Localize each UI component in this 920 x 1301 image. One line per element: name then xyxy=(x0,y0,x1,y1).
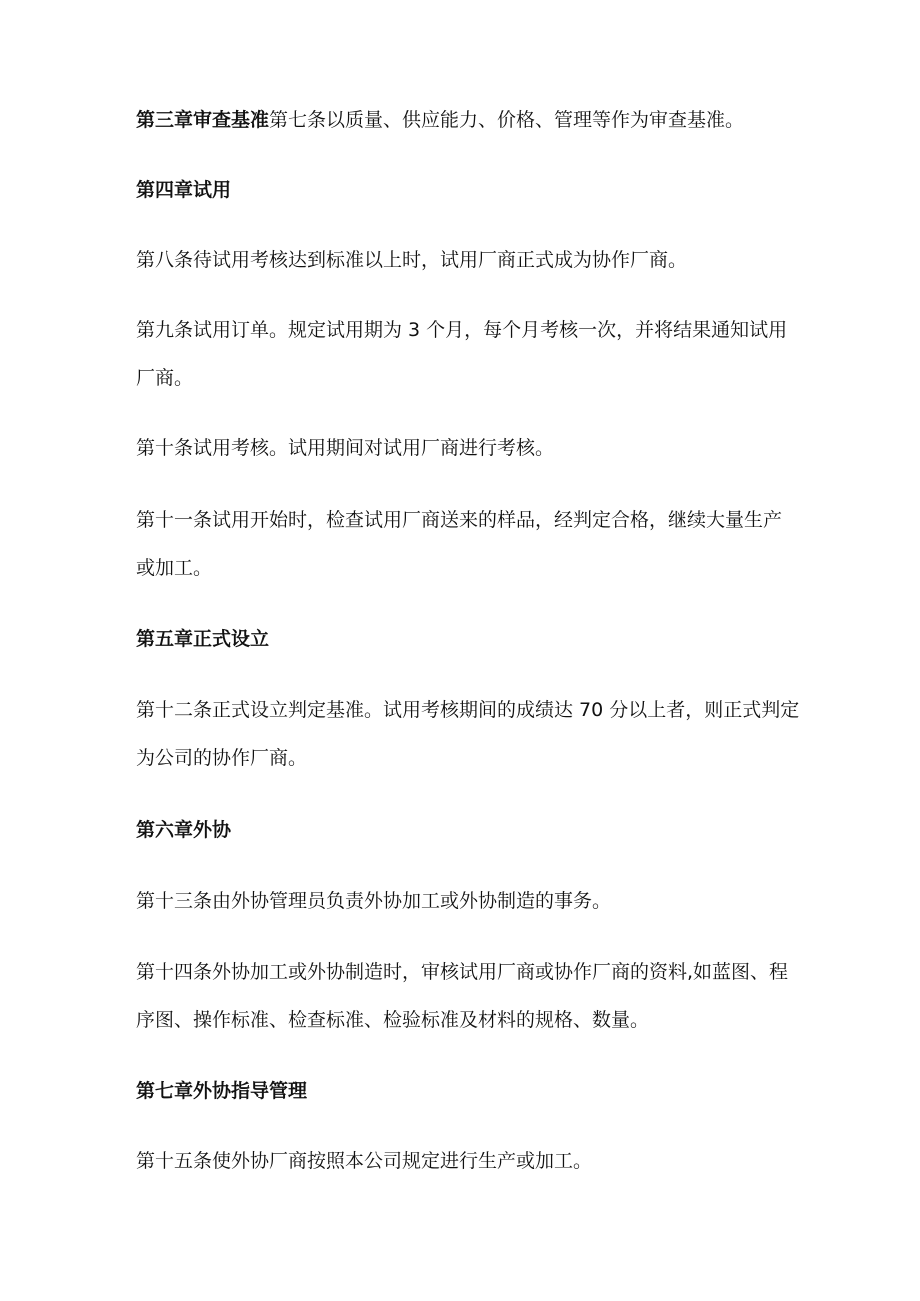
article-15-line-1: 第十五条使外协厂商按照本公司规定进行生产或加工。 xyxy=(136,1150,593,1172)
article-14-paragraph xyxy=(136,948,796,1044)
chapter-6-heading-text: 第六章外协 xyxy=(136,819,232,841)
article-11-line-1: 第十一条试用开始时，检查试用厂商送来的样品，经判定合格，继续大量生产 xyxy=(136,509,783,531)
article-14-line-1: 第十四条外协加工或外协制造时，审核试用厂商或协作厂商的资料,如蓝图、程 xyxy=(136,961,789,983)
article-7-text: 第七条以质量、供应能力、价格、管理等作为审查基准。 xyxy=(269,109,745,131)
chapter-3-heading: 第三章审查基准 xyxy=(136,109,270,131)
article-8-paragraph xyxy=(136,236,796,284)
chapter-7-heading xyxy=(136,1067,796,1115)
article-9-line-1: 第九条试用订单。规定试用期为 3 个月，每个月考核一次，并将结果通知试用 xyxy=(136,319,788,341)
chapter-5-heading xyxy=(136,615,796,663)
chapter-4-heading xyxy=(136,166,796,214)
article-12-line-1: 第十二条正式设立判定基准。试用考核期间的成绩达 70 分以上者，则正式判定 xyxy=(136,699,800,721)
article-13-line-1: 第十三条由外协管理员负责外协加工或外协制造的事务。 xyxy=(136,890,612,912)
article-15-paragraph xyxy=(136,1137,796,1185)
chapter-5-heading-text: 第五章正式设立 xyxy=(136,628,270,650)
article-11-paragraph xyxy=(136,496,796,592)
article-9-line-2: 厂商。 xyxy=(136,367,194,389)
article-9-paragraph xyxy=(136,306,796,402)
article-14-line-2: 序图、操作标准、检查标准、检验标准及材料的规格、数量。 xyxy=(136,1009,650,1031)
article-8-line-1: 第八条待试用考核达到标准以上时，试用厂商正式成为协作厂商。 xyxy=(136,249,688,271)
chapter-3-paragraph xyxy=(136,96,796,144)
chapter-6-heading xyxy=(136,806,796,854)
article-12-line-2: 为公司的协作厂商。 xyxy=(136,747,308,769)
chapter-7-heading-text: 第七章外协指导管理 xyxy=(136,1080,308,1102)
article-12-paragraph xyxy=(136,686,800,782)
chapter-4-heading-text: 第四章试用 xyxy=(136,179,232,201)
article-11-line-2: 或加工。 xyxy=(136,557,213,579)
article-10-line-1: 第十条试用考核。试用期间对试用厂商进行考核。 xyxy=(136,437,555,459)
article-13-paragraph xyxy=(136,877,796,925)
article-10-paragraph xyxy=(136,424,796,472)
